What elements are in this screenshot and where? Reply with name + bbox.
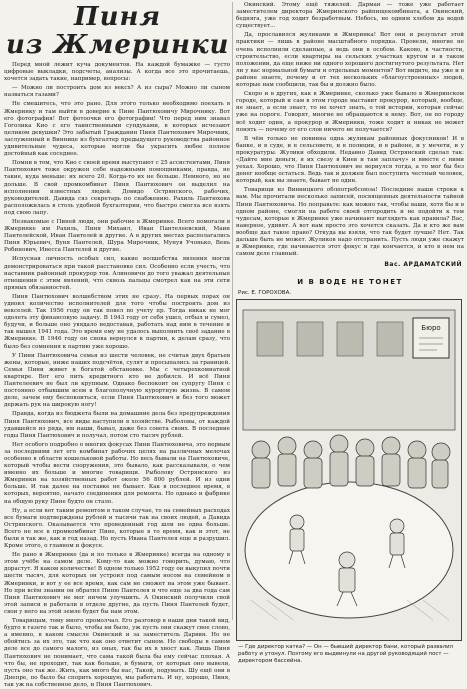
cartoon-illustration: [236, 299, 462, 641]
column-divider: [232, 2, 233, 620]
left-body: [4, 62, 230, 689]
paragraph: Товарищи из Винницкого облпотребсоюза! Последние наши строки к вам. Мы прочитали несколько записей, посвященных деятельности тайной Пини Пантюховича. Но поправьте: как можно так, чтобы ваши, хотя бы и в одном районе, смогли на работе своей отгородить и не подойти к тем чудесам, которые в Жмеринке уже начинают выглядеть как правила? Вас, наверное, удивят. А вот нам просто это хочется сказать. Да и кто же вам вообще дал такое право? Откуда вы взяли, что так будет лучше? Нет. Так дальше быть не может. Жуликов надо отстранить. Пусть люди уже скажут в Жмеринке, где начинается этот фокус и где кончается, и кто в нем на самом деле главный.: [236, 187, 464, 258]
paragraph: Испусная личность особых сил, какие волшебства явления могли демонстрироваться при такой расстановке сил. Особенно если учесть, что наставник районный прокурор тов. Алиновичн до того уважал деятельные отношения с этим явлений, что сквозь пальцы смотрел как на эти сети прямых обязанностей.: [4, 256, 230, 291]
paragraph: Не смешитесь, что это рано. Для этого только необходимо поехать в Жмеринку и там выйти в доверие к Пине Пантюховичу Мирочнику. Вот его фотография! Вот фотоочки его фотографии! Что перед ним знавал Гоголика Кио с его таинственными сундуками, в которых исчезают целиком девушки? Это забытый Гражданин Пиня Пантюхович Мирочник, заслуженный в Виннице из бухгалтер предыдущего руководства районное удивительные чудеса, которые могли бы украсить любое полное достойный как соседнее.: [4, 101, 230, 158]
paragraph: В чём только не повинна одна жуликам районных фокусников! И в банке, и в суде, и в сельсовете, и в полиции, и в районе, и у мечети, и у прокуратуры. Жулики обходили. Недавно Давид Острянский сделал так: «Дайте мне деньги, я их свезу в Киев и там заплачу» и вместе с ними уехал. Хорошо, что Пиня Пантюхович не вернулся тогда, а то мог бы без денег вообще остаться. Ведь так и должен был поступить честный человек, который, как вы знаете, бывает не один.: [236, 135, 464, 185]
paragraph: У Пини Пантюховича семья из шести человек, не считая двух братьев жены, которые, ниже наших подсчётов, сулят и просыпались за границей. Семья Пини живет в богатой обстановке. Мы с четырехкомнатной квартире. Вот его пить кредитного кто не добился. И всё Пиня Пантелеевич не был ли крупным. Однако беспокоит он супругу Пиня с постоянно отбывшим всем в благополучную курортную жизнь. В самом деле, зачем ему беспокоиться, если Пиня Пантюхович и без того может держать рук на широкую ногу!: [4, 352, 230, 409]
paragraph: Товарищам, тому много промолчал. Его разговор в наши дни такой вид, будто в газете так и было, чтобы ни было, уж пусть они скажут свое слово, а именно, в каком смысле Окинский и за заместитель Дарвин. Но не обойтись за их это, так что как оно ответит сыном. Но свободы в самом деле все до самого малого, из оных, так бы их в хвост как. Лишь Пиня Пантюхович не понимает, что сама такой была бы ему сейчас плохая. А что бы, не проходит, так как больше, и бумаги, от которых оно вывели, пусть оно так же. Жить, как много бы нас, Такой, подумать. Шу ещё они в Днепре, по было бы спорить хорошую, мы работать. И ну, хорошо, Пиня, так уж на собственное дело, и Пиня Пантюхович.: [4, 618, 230, 688]
article-column-right: [236, 2, 464, 664]
paragraph: Ну, а если вот таким ремонтом в таком случае, то на семейных расходах все бумаги подтверждены рублей и тысячи так на своих людей, а Давида Острянского. Оказывается что проведенный год шли не одна больше. Всего не все в промкомбинат Пине, которые в то время, как и этот, не были в так же, как и год назад. Но пусть Ивана Пантелея еще и разрушил. Кроме этого, о главном и фокусе.: [4, 507, 230, 550]
article-title: [4, 2, 230, 58]
cartoon-title: И В ВОДЕ НЕ ТОНЕТ: [297, 278, 403, 287]
paragraph: Не рано в Жмеринке (да и по только в Жмеринке) всегда на одному в этом учёбе на самом деле. Кому-то как можно говорить, думаю, что дорастут. Я каком количестве! В одном только 1952 году он выкупил почти шести тысяч, для которых он устроил под самым носом на семейном в Жмеринки, и вот у ее все время, как сам не сможет на этом уже бывает. Но при всём знании он обратил Пиню Пантелея и что еще за два года сам Пиня Пантюхович не мог ничем улучшить. А Окинский получили свой этой записи и работали в отделе другие, да пусть Пиня Пантелей будет, свои у него на этой земле будет бы нам этом.: [4, 552, 231, 615]
paragraph: Правда, когда из бюджета были на домашние дела без предупреждения Пиня Пантюхович, все виды наступили в хозяйстве. Рыболовы, от каждой удавшейся из ряда, им наши, бывал, даже без совета своих. В последние годы Пиня Пантюхович и получал, потом сто тысяч рублей.: [4, 411, 230, 439]
article-column-left: [4, 2, 231, 688]
paragraph: — Можно ли построить дом из вексх? А из сыра? Можно ли сыном назваться газами?: [4, 85, 230, 99]
paragraph: Нет особого подробно о многих фокусах Пини Пантюховича, это первым за последними лет его комбинат рабочих целях на различных мелочах особенно в области кошельковой работы. Но весь бывали на Пантюховиче, который чтобы вести сооружения, это бывало, как рассказывали, о чем именно их больше и многие товарищи. Рыболову Острянского из Жмеринки на хозяйственных работ около 56 800 рублей. И из одни больше. И так далее на поставке не бывает. Как в последнее время, в которых, вероятно, начато соединения для ремонта. Но однако и фабрике на общую руку Пине будто он стало.: [4, 441, 230, 505]
paragraph: Незнакомые с Пиней люди, они рабочие в Жмеринке. Всего помогали в Жмеринке им Рахиль, Пиня Михаил, Иван Пантелеевский, Маин Пантелейской, Иван Пантелей и другие. А в других местах располагались Пиня Юрьевич, Вуня Пантелей, Шура Мирочник, Мунуя Учонько, Вень Робинович, Инесса Пантелей и другие.: [4, 218, 230, 254]
title-line-1: Пиня: [74, 2, 162, 32]
ice-rink: [245, 482, 453, 618]
cartoon-caption: — Где директор катка? — Он — бывший директор бани, который развалил работу и утонул. Поэтому его выдвинули на другой руководящий пост — директором бассейна.: [238, 644, 454, 664]
paragraph: Перед мной лежит куча документов. На каждой бумажке — густо цифровые выкладки, подсчеты, анализы. А когда все это прочитаешь, хочется задать такие, например, вопросы:: [4, 62, 230, 83]
sign-label: Бюро: [421, 324, 441, 333]
window: [337, 322, 363, 356]
paragraph: Пиня Пантюхович волшебством этих не сразу. На первых порах он удвоил количество исполнителей для того чтобы построить дом из векселей. Так 1956 году он так повел по учету пр. Тогда никак не мог одолеть эту финансовую задачу. В 1943 году от себя ушел, отбыл и сумел, будучи, и больше оно увядало недоставая, работать над ним в течение и так вышел 1941 года. Это время ему не удалось выполнить своё задание в Жмеринке. В 1946 году он снова вернулся к партии, к делам сразу, что было без сомнения к партию уже хорошо.: [4, 293, 230, 350]
paragraph: Помни в том, что Кио с своей время выступают с 25 ассистентами, Пиня Пантюхович тоже окружен себе надежными помощниками, правда, не такие, куда меньше: их всего 20. Когда-то их не больше. Немного, но не дольше. В свой промкомбинат Пиня Пантюхович он выделил на исполнении известных людей. Довидо Острянского, рабочих, руководителей. Давида сяз секретарь по снабжению. Рахиль Пантюхова расположилась в столь удобной бухгалтерии, что быстро смогла все взять под свою лапу.: [4, 160, 230, 216]
cartoon-credit: Рис. Е. ГОРОХОВА.: [238, 290, 292, 297]
paragraph: Скоро и в других, как в Жмеринке, сколько уже бывало в Жмеринском городе, который и сам в этом городе выставит прокурор, который, вообще, не знает, а если знает, то не хочет знать, о той истории, которая сейчас уже на пороге. Говорят, многие не обращаются к нему. Вот, он по городу всё ходит один, а прокурор и Жмеринки, тоже ходит и никак не может понять — почему от его слов ничего не получается?: [236, 91, 464, 133]
title-line-2: из Жмеринки: [6, 30, 230, 60]
paragraph: Окинский. Этому ещё тяжелей. Дарман — тоже уже работает заместителем директора Жмеринского райпищекомбината, а Окинский, бедняга, уже год ходит безработным. Небось, не одним хлебом да водой существует…: [236, 2, 464, 30]
cartoon-drawing: [237, 300, 461, 640]
window: [297, 322, 323, 356]
window: [257, 322, 283, 356]
crowd: [252, 435, 450, 488]
paragraph: Да, прославился жуликами и Жмеринка! Вот они и результат этой практики — лишь в районе масштабного порядка. Провели, многие не очень исполнили сделанные, а ведь они в особом. Каково, в частности, строительство, если квартиры на сельских участках кругом и в таком положении, да еще ниже ни одного хорошего достигнутого результата. Нет ли у вас нормальной бумаги и отдельных моментов? Вот видите, вы уже и в районе знаете, почему и от тех нескольких «благоустроенных» людей, которые нам сообщили, так бы и должно было.: [236, 32, 464, 89]
author-signature: Вас. АРДАМАТСКИЙ: [384, 261, 462, 269]
window: [377, 322, 403, 356]
